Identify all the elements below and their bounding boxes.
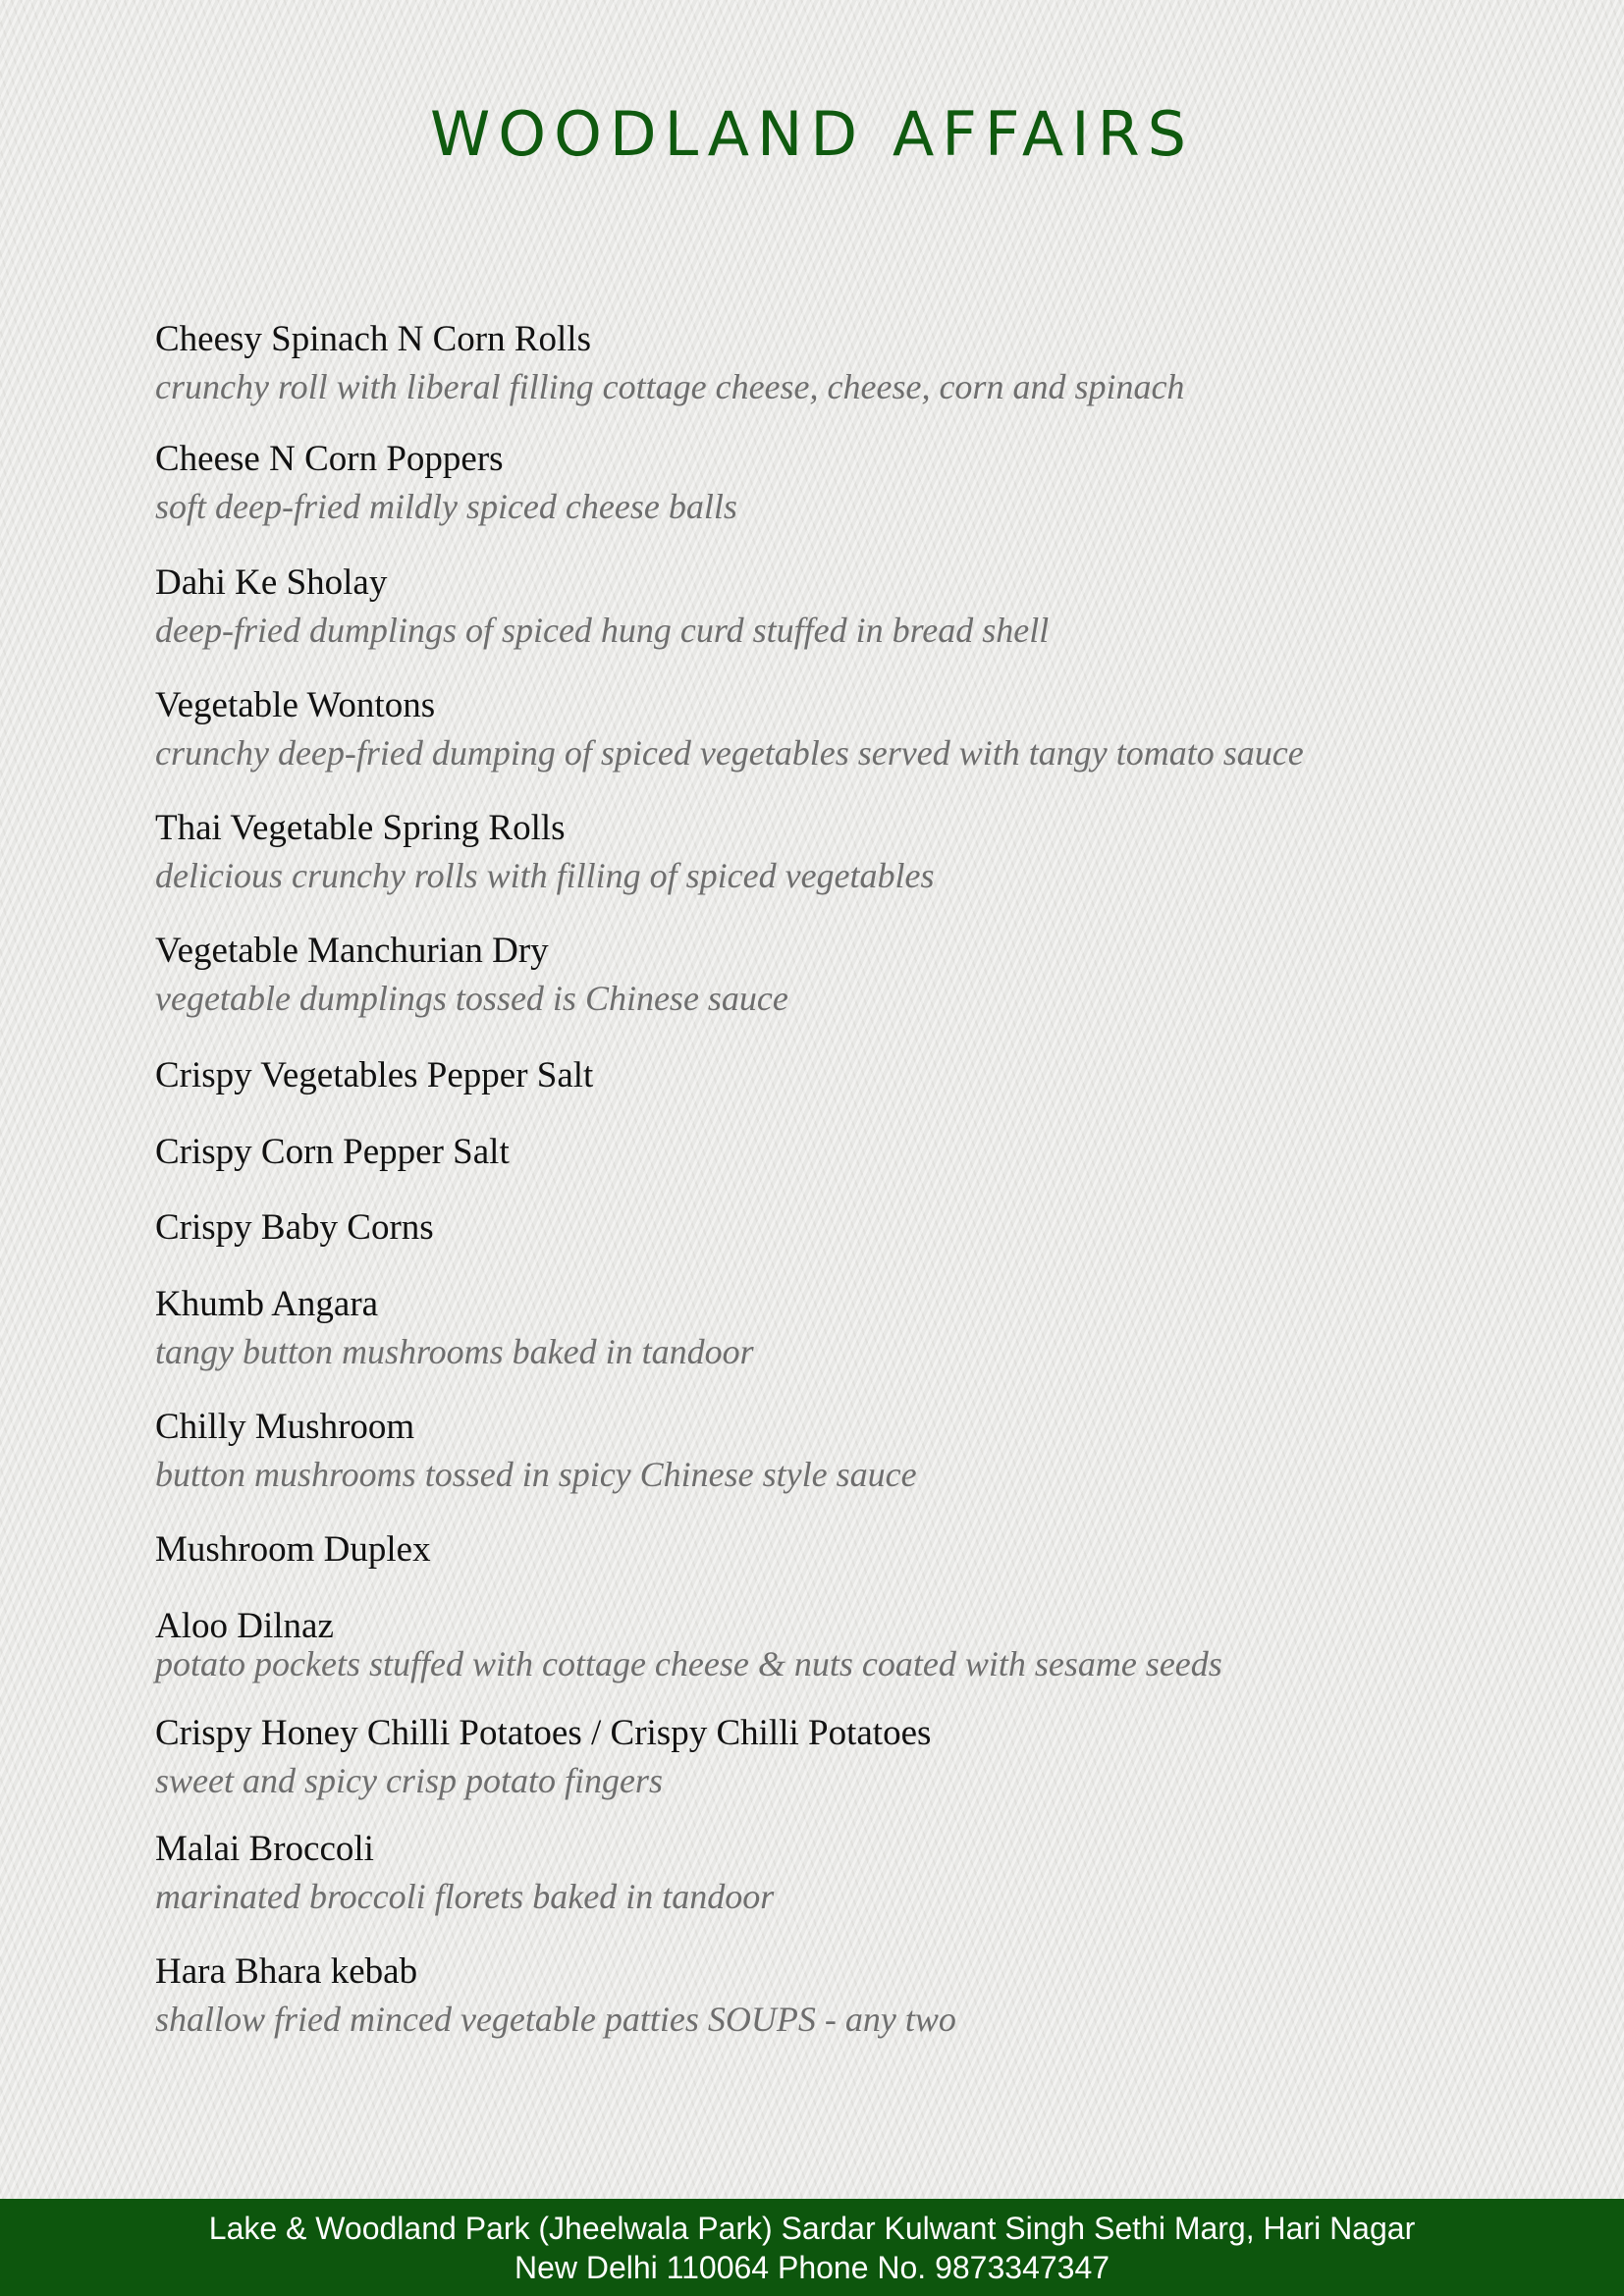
menu-item-description: deep-fried dumplings of spiced hung curd stuffed in bread shell (155, 611, 1050, 650)
menu-item-description: crunchy deep-fried dumping of spiced vegetables served with tangy tomato sauce (155, 733, 1304, 773)
menu-item-name: Khumb Angara (155, 1284, 379, 1324)
menu-item (155, 1950, 956, 2041)
menu-item-name: Hara Bhara kebab (155, 1951, 418, 1992)
menu-item (155, 1131, 510, 1174)
menu-item (155, 1712, 931, 1802)
menu-item-name: Vegetable Wontons (155, 685, 436, 725)
menu-item (155, 1828, 774, 1918)
menu-item-description: button mushrooms tossed in spicy Chinese style sauce (155, 1455, 917, 1494)
menu-item (155, 561, 1049, 652)
menu-item-name: Thai Vegetable Spring Rolls (155, 808, 566, 848)
menu-item (155, 1406, 917, 1496)
menu-item (155, 1206, 434, 1250)
menu-item-description: vegetable dumplings tossed is Chinese sauce (155, 979, 788, 1018)
menu-item-name: Malai Broccoli (155, 1829, 374, 1869)
menu-item (155, 1054, 593, 1097)
menu-item (155, 318, 1184, 408)
menu-item (155, 1528, 431, 1572)
footer-contact-line: New Delhi 110064 Phone No. 9873347347 (514, 2250, 1110, 2285)
menu-item-name: Cheesy Spinach N Corn Rolls (155, 319, 591, 359)
menu-item-description: tangy button mushrooms baked in tandoor (155, 1332, 754, 1371)
menu-item-name: Cheese N Corn Poppers (155, 439, 504, 479)
menu-item-name: Crispy Honey Chilli Potatoes / Crispy Chilli Potatoes (155, 1713, 932, 1753)
menu-item-name: Crispy Vegetables Pepper Salt (155, 1055, 594, 1095)
menu-item-description: crunchy roll with liberal filling cottage cheese, cheese, corn and spinach (155, 367, 1185, 406)
menu-item-name: Aloo Dilnaz (155, 1606, 334, 1646)
menu-item (155, 1605, 1222, 1685)
menu-item (155, 438, 737, 528)
menu-title: WOODLAND AFFAIRS (429, 98, 1195, 170)
menu-item (155, 807, 935, 897)
menu-item-name: Dahi Ke Sholay (155, 562, 388, 603)
menu-item (155, 1283, 754, 1373)
menu-item-name: Chilly Mushroom (155, 1407, 415, 1447)
menu-item-name: Crispy Baby Corns (155, 1207, 434, 1248)
menu-item-description: marinated broccoli florets baked in tandoor (155, 1877, 775, 1916)
footer-address (0, 2199, 1624, 2296)
menu-item-description: sweet and spicy crisp potato fingers (155, 1761, 663, 1800)
menu-item-description: potato pockets stuffed with cottage cheese & nuts coated with sesame seeds (155, 1644, 1222, 1683)
menu-item-description: delicious crunchy rolls with filling of spiced vegetables (155, 856, 935, 895)
menu-item-name: Mushroom Duplex (155, 1529, 431, 1570)
menu-item-name: Vegetable Manchurian Dry (155, 931, 549, 971)
footer-address-line: Lake & Woodland Park (Jheelwala Park) Sardar Kulwant Singh Sethi Marg, Hari Nagar (208, 2211, 1416, 2246)
menu-item-description: shallow fried minced vegetable patties SOUPS - any two (155, 2000, 956, 2039)
menu-item-name: Crispy Corn Pepper Salt (155, 1132, 510, 1172)
menu-item-description: soft deep-fried mildly spiced cheese balls (155, 487, 737, 526)
menu-item (155, 930, 788, 1020)
menu-item (155, 684, 1304, 774)
